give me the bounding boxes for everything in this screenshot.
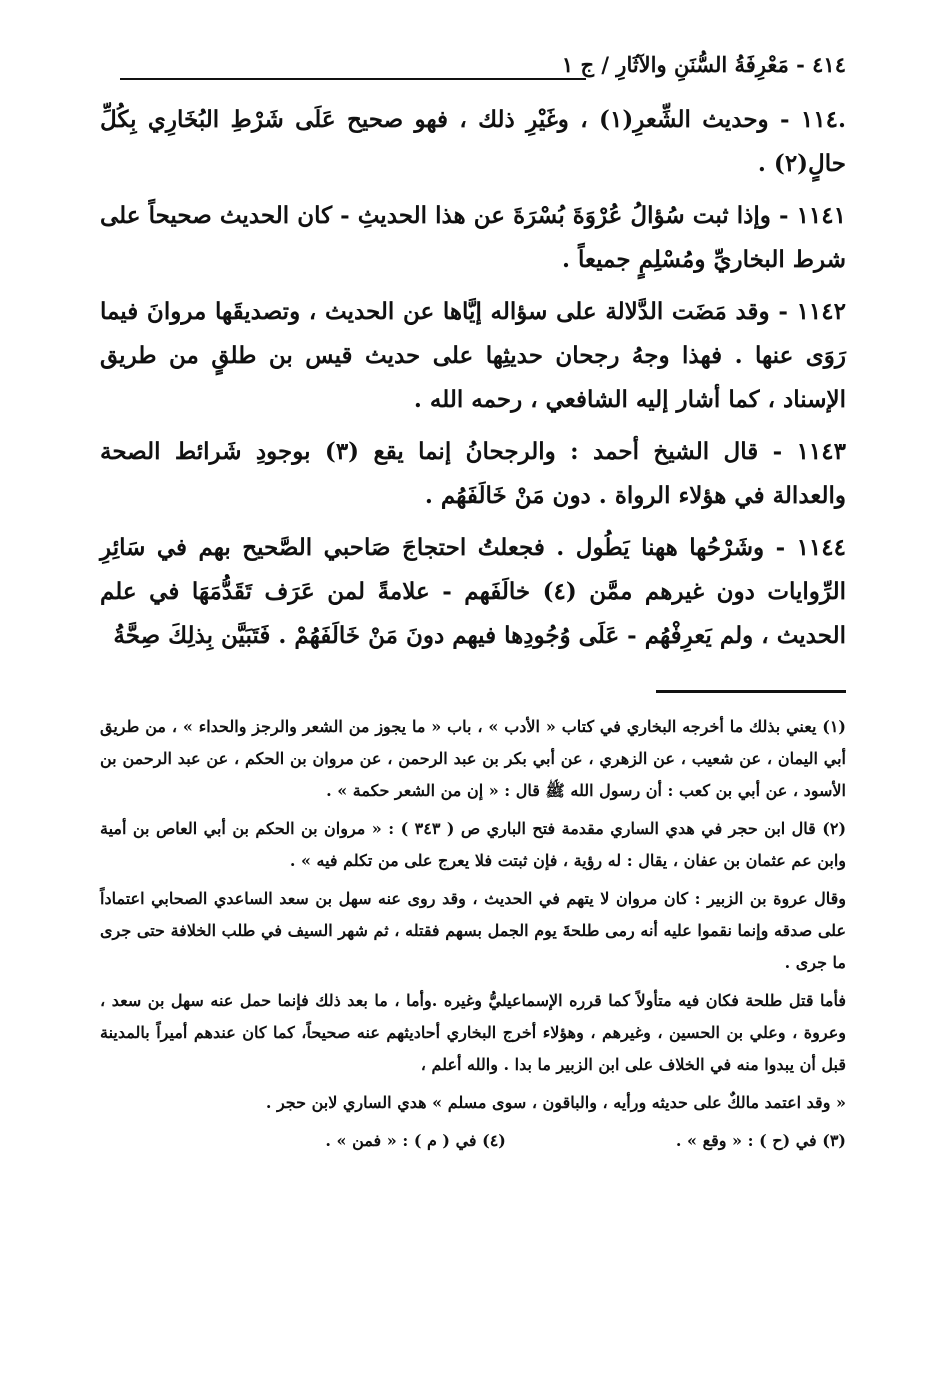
page-title: ٤١٤ - مَعْرِفَةُ السُّنَنِ والآثَارِ / ج ١ xyxy=(561,52,846,77)
book-page xyxy=(100,48,846,1157)
paragraph-1142: ١١٤٢ - وقد مَضَت الدَّلالة على سؤاله إيَّاها عن الحديث ، وتصديقَها مروانَ فيما رَوَى عنها . فهذا وجهُ رجحان حديثِها على حديث قيس بن طلقٍ من طريق الإسناد ، كما أشار إليه الشافعي ، رحمه الله . xyxy=(100,298,846,413)
footnote-2-quote: « وقد اعتمد مالكٌ على حديثه ورأيه ، والباقون ، سوى مسلم » هدي الساري لابن حجر . xyxy=(265,1093,846,1112)
footnote-2-continued: وقال عروة بن الزبير : كان مروان لا يتهم في الحديث ، وقد روى عنه سهل بن سعد الساعدي الصحابي اعتماداً على صدقه وإنما نقموا عليه أنه رمى طلحةَ يوم الجمل بسهم فقتله ، ثم شهر السيف في طلب الخلافة حتى جرى ما جرى . xyxy=(100,889,846,972)
footnote-separator xyxy=(656,690,846,693)
paragraph-1141: ١١٤١ - وإذا ثبت سُؤالُ عُرْوَةَ بُسْرَةَ عن هذا الحديثِ - كان الحديث صحيحاً على شرط البخاريِّ ومُسْلِمٍ جميعاً . xyxy=(100,202,846,273)
footnote-2-continued: فأما قتل طلحة فكان فيه متأولاً كما قرره الإسماعيليُّ وغيره .وأما ، ما بعد ذلك فإنما حمل عنه سهل بن سعد ، وعروة ، وعلي بن الحسين ، وغيرهم ، وهؤلاء أخرج البخاري أحاديثهم عنه صحيحاً، كما كان عندهم أميراً بالمدينة قبل أن يبدوا منه في الخلاف على ابن الزبير ما بدا . والله أعلم ، xyxy=(100,991,846,1074)
footnote-3: (٣) في (ح ) : « وقع » . xyxy=(675,1131,846,1150)
footnotes-3-4 xyxy=(100,1125,846,1157)
footnote-4: (٤) في ( م ) : « فمن » . xyxy=(325,1131,506,1150)
header-rule xyxy=(120,78,586,80)
running-header xyxy=(100,48,846,88)
paragraph-1144: ١١٤٤ - وشَرْحُها ههنا يَطُول . فجعلتُ احتجاجَ صَاحبي الصَّحيح بهم في سَائِرِ الرِّوايات دون غيرهم ممَّن (٤) خالَفَهم - علامةً لمن عَرَف تَقَدُّمَهَا في علم الحديث ، ولم يَعرِفْهُم - عَلَى وُجُودِها فيهم دونَ مَنْ خَالَفَهُمْ . فَتَبَيَّن بِذلِكَ صِحَّةُ xyxy=(100,534,846,649)
paragraph-1143: ١١٤٣ - قال الشيخ أحمد : والرجحانُ إنما يقع (٣) بوجودِ شَرائط الصحة والعدالة في هؤلاء الرواة . دون مَنْ خَالَفَهُم . xyxy=(100,438,846,509)
footnote-2: (٢) قال ابن حجر في هدي الساري مقدمة فتح الباري ص ( ٣٤٣ ) : « مروان بن الحكم بن أبي العاص بن أمية وابن عم عثمان بن عفان ، يقال : له رؤية ، فإن ثبتت فلا يعرج على من تكلم فيه » . xyxy=(100,819,847,870)
main-text xyxy=(100,98,846,658)
footnotes xyxy=(100,711,846,1157)
footnote-1: (١) يعني بذلك ما أخرجه البخاري في كتاب « الأدب » ، باب « ما يجوز من الشعر والرجز والحداء » ، من طريق أبي اليمان ، عن شعيب ، عن الزهري ، عن أبي بكر بن عبد الرحمن ، عن مروان بن الحكم ، عن عبد الرحمن بن الأسود ، عن أبي بن كعب : أن رسول الله ﷺ قال : « إن من الشعر حكمة » . xyxy=(100,717,846,800)
paragraph-1140: .١١٤ - وحديث الشِّعرِ(١) ، وغَيْرِ ذلك ، فهو صحيح عَلَى شَرْطِ البُخَارِي بِكُلِّ حالٍ(٢) . xyxy=(100,106,846,177)
